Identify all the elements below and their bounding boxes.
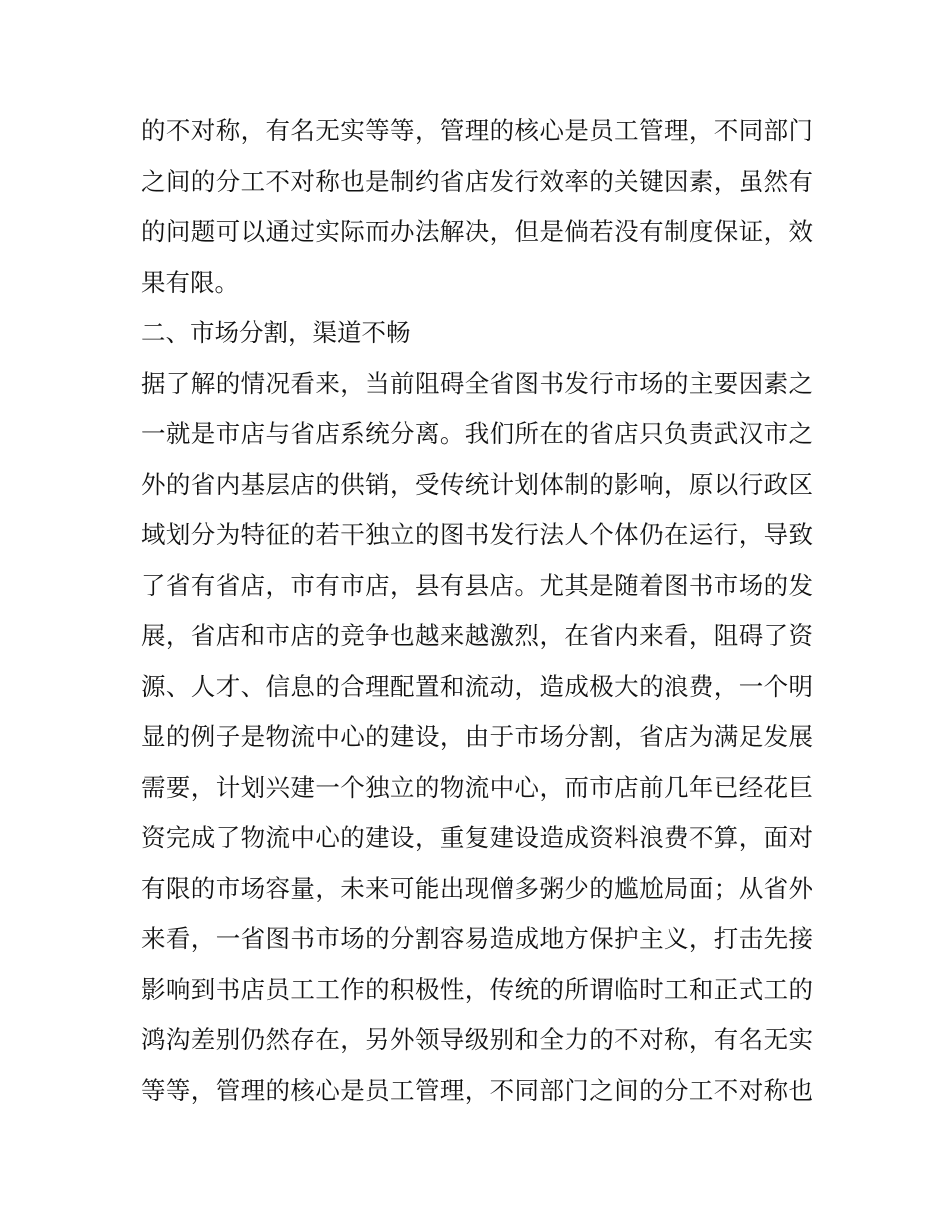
- paragraph-end-line: 果有限。: [141, 267, 239, 297]
- text-line: 源、人才、信息的合理配置和流动，造成极大的浪费，一个明: [141, 671, 813, 701]
- text-line: 有限的市场容量，未来可能出现僧多粥少的尴尬局面；从省外: [141, 873, 813, 903]
- text-line: 显的例子是物流中心的建设，由于市场分割，省店为满足发展: [141, 722, 813, 751]
- text-line: 据了解的情况看来，当前阻碍全省图书发行市场的主要因素之: [141, 368, 813, 398]
- text-line: 外的省内基层店的供销，受传统计划体制的影响，原以行政区: [141, 469, 813, 499]
- text-line: 了省有省店，市有市店，县有县店。尤其是随着图书市场的发: [141, 570, 813, 600]
- text-line: 之间的分工不对称也是制约省店发行效率的关键因素，虽然有: [141, 166, 813, 196]
- text-line: 域划分为特征的若干独立的图书发行法人个体仍在运行，导致: [141, 520, 813, 549]
- text-line: 展，省店和市店的竞争也越来越激烈，在省内来看，阻碍了资: [141, 621, 813, 650]
- text-line: 资完成了物流中心的建设，重复建设造成资料浪费不算，面对: [141, 823, 813, 852]
- text-line: 鸿沟差别仍然存在，另外领导级别和全力的不对称，有名无实: [141, 1025, 813, 1054]
- body-text: [141, 106, 813, 1116]
- text-line: 等等，管理的核心是员工管理，不同部门之间的分工不对称也: [141, 1075, 813, 1105]
- text-line: 需要，计划兴建一个独立的物流中心，而市店前几年已经花巨: [141, 772, 813, 802]
- text-line: 的问题可以通过实际而办法解决，但是倘若没有制度保证，效: [141, 217, 813, 246]
- text-line: 一就是市店与省店系统分离。我们所在的省店只负责武汉市之: [141, 419, 813, 448]
- text-line: 来看，一省图书市场的分割容易造成地方保护主义，打击先接: [141, 924, 813, 953]
- text-line: 的不对称，有名无实等等，管理的核心是员工管理，不同部门: [141, 116, 813, 145]
- text-line: 影响到书店员工工作的积极性，传统的所谓临时工和正式工的: [141, 974, 813, 1004]
- section-heading: 二、市场分割，渠道不畅: [141, 318, 411, 347]
